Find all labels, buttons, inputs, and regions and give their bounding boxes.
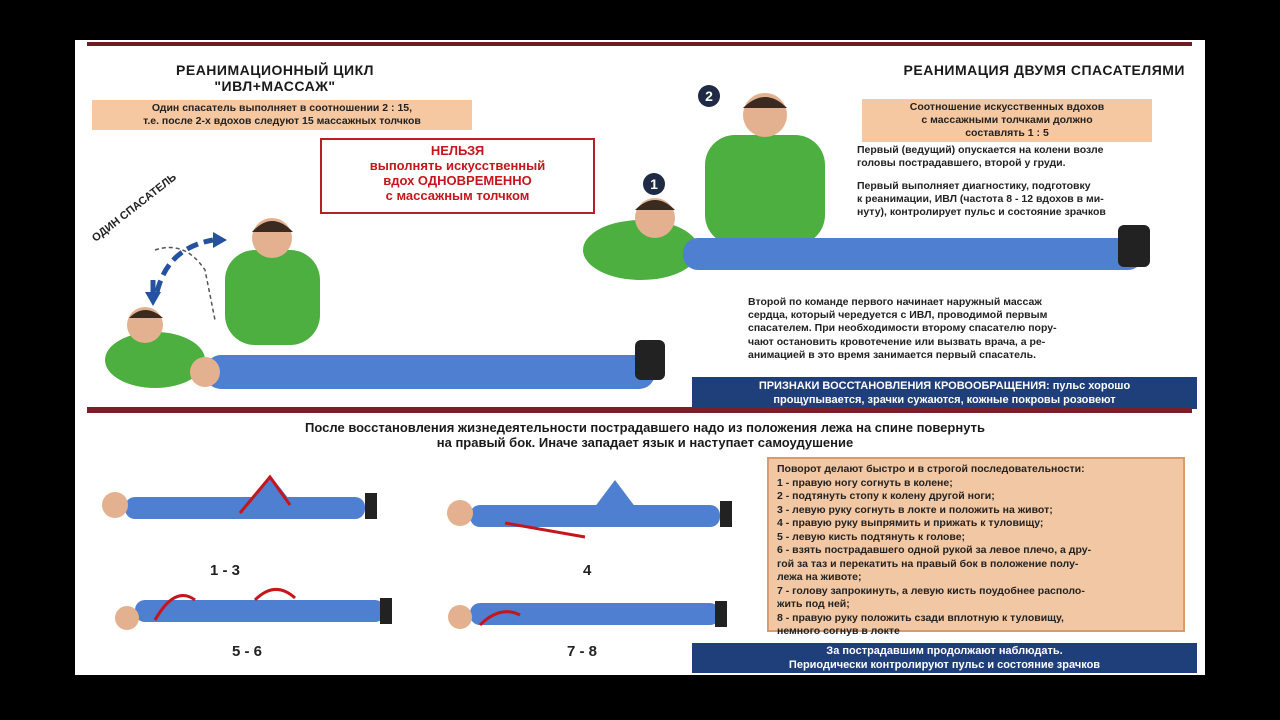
rescuer-2-body xyxy=(705,135,825,245)
rescuer-head-body xyxy=(105,332,205,388)
fig-label-1-3: 1 - 3 xyxy=(210,562,241,579)
right-ratio-line3: составлять 1 : 5 xyxy=(965,127,1049,139)
step-line: немного согнув в локте xyxy=(777,625,900,637)
figure-4-illustration xyxy=(435,465,745,555)
warning-line4: с массажным толчком xyxy=(385,188,530,203)
left-title-line1: РЕАНИМАЦИОННЫЙ ЦИКЛ xyxy=(176,62,374,78)
rescuer-chest-hair xyxy=(252,221,293,232)
right-para1-line2: головы пострадавшего, второй у груди. xyxy=(857,157,1066,170)
recovery-headline xyxy=(95,420,1195,450)
observation-note xyxy=(692,643,1197,673)
victim-head xyxy=(190,357,220,387)
steps-box xyxy=(767,457,1185,637)
fig13-boot xyxy=(365,493,377,519)
first-aid-poster xyxy=(75,40,1205,675)
step-line: 1 - правую ногу согнуть в колене; xyxy=(777,476,953,489)
rescuer-1-hair xyxy=(635,200,675,210)
right-ratio-line1: Соотношение искусственных вдохов xyxy=(909,101,1105,113)
two-rescuers-illustration xyxy=(583,90,1158,290)
left-ratio-line1: Один спасатель выполняет в соотношении 2 : 15, xyxy=(151,102,413,114)
fig-label-5-6: 5 - 6 xyxy=(232,643,263,660)
rescuer-chest-body xyxy=(225,250,320,345)
fig78-boot xyxy=(715,601,727,627)
warning-line2: выполнять искусственный xyxy=(369,158,546,173)
step-line: 8 - правую руку положить сзади вплотную к туловищу, xyxy=(777,611,1064,624)
fig78-head xyxy=(448,605,472,629)
headline-line1: После восстановления жизнедеятельности пострадавшего надо из положения лежа на спине повернуть xyxy=(305,420,985,435)
one-rescuer-label: ОДИН СПАСАТЕЛЬ xyxy=(90,171,179,245)
fig56-arrow-right xyxy=(255,589,295,600)
step-line: 7 - голову запрокинуть, а левую кисть поудобнее располо- xyxy=(777,584,1085,597)
right-para2-line3: нуту), контролирует пульс и состояние зрачков xyxy=(857,206,1106,219)
fig-label-4: 4 xyxy=(583,562,592,579)
note-line2: Периодически контролируют пульс и состояние зрачков xyxy=(788,659,1101,671)
right-para3-line4: чают остановить кровотечение или вызвать врача, а ре- xyxy=(748,335,1046,348)
fig56-boot xyxy=(380,598,392,624)
right-para3-line5: анимацией в это время занимается первый спасатель. xyxy=(748,348,1036,361)
right-para2-line2: к реанимации, ИВЛ (частота 8 - 12 вдохов в ми- xyxy=(857,193,1104,206)
section-divider xyxy=(87,407,1192,413)
signs-line2: прощупывается, зрачки сужаются, кожные покровы розовеют xyxy=(773,394,1116,406)
step-line: гой за таз и перекатить на правый бок в положение полу- xyxy=(777,557,1079,570)
marker-2: 2 xyxy=(698,85,720,107)
warning-line1: НЕЛЬЗЯ xyxy=(430,143,485,158)
right-para1-line1: Первый (ведущий) опускается на колени возле xyxy=(857,144,1104,156)
figure-1-3-illustration xyxy=(90,465,390,555)
fig4-head xyxy=(447,500,473,526)
right-para3-line2: сердца, который чередуется с ИВЛ, проводимой первым xyxy=(748,309,1048,322)
right-title: РЕАНИМАЦИЯ ДВУМЯ СПАСАТЕЛЯМИ xyxy=(903,62,1185,78)
right-ratio-line2: с массажными толчками должно xyxy=(921,114,1093,126)
circulation-signs-box xyxy=(692,377,1197,409)
victim-2-body xyxy=(683,238,1143,270)
note-line1: За пострадавшим продолжают наблюдать. xyxy=(826,645,1063,657)
left-ratio-box xyxy=(92,100,472,130)
right-para2-line1: Первый выполняет диагностику, подготовку xyxy=(857,180,1091,192)
top-border xyxy=(87,42,1192,46)
step-line: 2 - подтянуть стопу к колену другой ноги; xyxy=(777,490,995,502)
step-line: 4 - правую руку выпрямить и прижать к туловищу; xyxy=(777,517,1044,529)
right-para3-line1: Второй по команде первого начинает наружный массаж xyxy=(748,296,1042,308)
fig13-head xyxy=(102,492,128,518)
signs-line1: ПРИЗНАКИ ВОССТАНОВЛЕНИЯ КРОВООБРАЩЕНИЯ: пульс хорошо xyxy=(758,380,1131,392)
fig4-bent-leg xyxy=(585,480,645,520)
warning-line3: вдох ОДНОВРЕМЕННО xyxy=(383,173,532,188)
right-para3 xyxy=(748,296,1188,362)
rescuer-2-hair xyxy=(743,97,787,108)
fig56-head xyxy=(115,606,139,630)
victim-body xyxy=(205,355,655,389)
step-line: 3 - левую руку согнуть в локте и положить на живот; xyxy=(777,503,1053,516)
arrow-head-down xyxy=(145,292,161,306)
fig78-body xyxy=(470,603,720,625)
victim-boots xyxy=(635,340,665,380)
steps-intro: Поворот делают быстро и в строгой последовательности: xyxy=(777,463,1085,475)
marker-1: 1 xyxy=(643,173,665,195)
headline-line2: на правый бок. Иначе западает язык и наступает самоудушение xyxy=(436,435,854,450)
step-line: лежа на животе; xyxy=(777,571,862,583)
left-title xyxy=(115,62,435,94)
figure-7-8-illustration xyxy=(440,585,740,645)
victim-2-boots xyxy=(1118,225,1150,267)
step-line: жить под ней; xyxy=(777,598,850,610)
figure-5-6-illustration xyxy=(105,580,405,645)
fig4-boot xyxy=(720,501,732,527)
arrow-head-right xyxy=(213,232,227,248)
right-para3-line3: спасателем. При необходимости второму спасателю пору- xyxy=(748,322,1057,335)
step-line: 6 - взять пострадавшего одной рукой за левое плечо, а дру- xyxy=(777,544,1092,556)
fig-label-7-8: 7 - 8 xyxy=(567,643,598,660)
left-title-line2: "ИВЛ+МАССАЖ" xyxy=(214,78,336,94)
left-ratio-line2: т.е. после 2-х вдохов следуют 15 массажных толчков xyxy=(143,115,421,127)
ghost-figure-outline xyxy=(155,248,215,321)
fig13-bent-leg xyxy=(240,475,300,513)
step-line: 5 - левую кисть подтянуть к голове; xyxy=(777,530,966,543)
fig56-body xyxy=(135,600,385,622)
